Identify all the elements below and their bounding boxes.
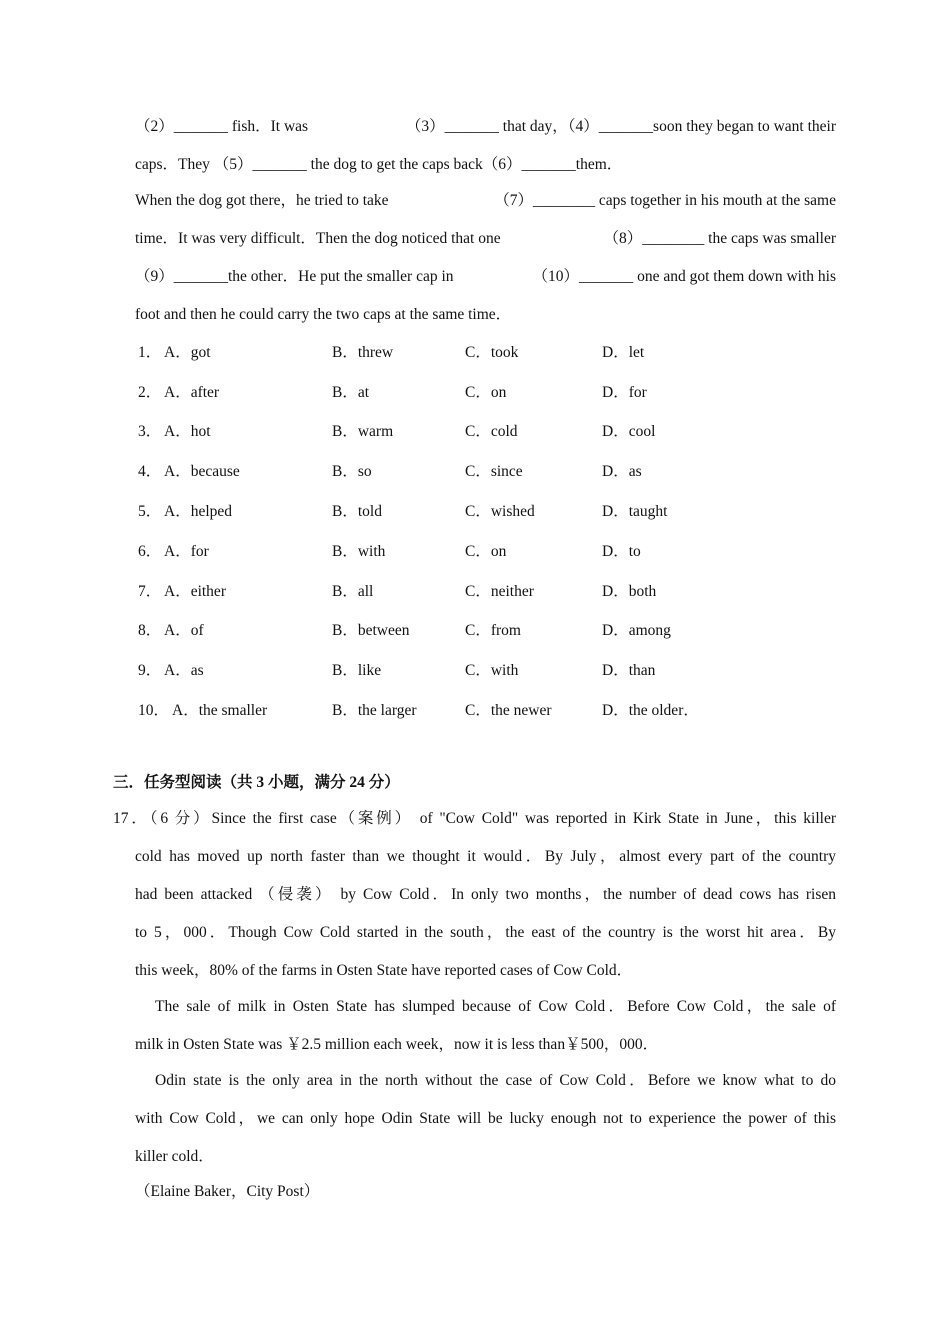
option-a[interactable]: A．for <box>164 543 209 560</box>
option-d[interactable]: D．cool <box>602 423 656 440</box>
q17-para3-line-3: killer cold． <box>135 1148 214 1165</box>
option-b[interactable]: B．told <box>332 503 382 520</box>
question-number: 6． <box>138 543 162 560</box>
option-b[interactable]: B．with <box>332 543 386 560</box>
option-b[interactable]: B．warm <box>332 423 394 440</box>
option-c[interactable]: C．on <box>465 543 507 560</box>
q17-para2-line-1: The sale of milk in Osten State has slumped because of Cow Cold．Before Cow Cold，the sale of <box>155 998 836 1015</box>
option-c[interactable]: C．the newer <box>465 702 552 719</box>
passage-line-6: foot and then he could carry the two caps at the same time． <box>135 306 512 323</box>
question-number: 9． <box>138 662 162 679</box>
option-d[interactable]: D．to <box>602 543 641 560</box>
q17-line-1: 17．（6 分）Since the first case（案例） of "Cow Cold" was reported in Kirk State in June，this killer <box>113 810 836 827</box>
q17-line-2: cold has moved up north faster than we thought it would．By July，almost every part of the country <box>135 848 836 865</box>
option-d[interactable]: D．than <box>602 662 656 679</box>
option-c[interactable]: C．wished <box>465 503 535 520</box>
option-d[interactable]: D．for <box>602 384 647 401</box>
option-a[interactable]: A．as <box>164 662 204 679</box>
q17-source: （Elaine Baker，City Post） <box>135 1183 320 1200</box>
option-b[interactable]: B．all <box>332 583 374 600</box>
option-c[interactable]: C．with <box>465 662 519 679</box>
option-b[interactable]: B．like <box>332 662 382 679</box>
option-c[interactable]: C．took <box>465 344 519 361</box>
option-a[interactable]: A．helped <box>164 503 233 520</box>
option-a[interactable]: A．hot <box>164 423 211 440</box>
passage-line-5: （9）_______the other．He put the smaller cap in （10）_______ one and got them down with his <box>135 268 836 285</box>
option-d[interactable]: D．let <box>602 344 645 361</box>
q17-para3-line-2: with Cow Cold，we can only hope Odin State will be lucky enough not to experience the power of this <box>135 1110 836 1127</box>
section-heading: 三．任务型阅读（共 3 小题，满分 24 分） <box>113 774 400 791</box>
option-c[interactable]: C．on <box>465 384 507 401</box>
option-b[interactable]: B．at <box>332 384 370 401</box>
option-d[interactable]: D．among <box>602 622 671 639</box>
passage-line-3: When the dog got there，he tried to take （7）________ caps together in his mouth at the same <box>135 192 836 209</box>
q17-line-4: to 5，000．Though Cow Cold started in the south，the east of the country is the worst hit area．By <box>135 924 836 941</box>
q17-para3-line-1: Odin state is the only area in the north without the case of Cow Cold．Before we know what to do <box>155 1072 836 1089</box>
option-a[interactable]: A．the smaller <box>172 702 268 719</box>
question-number: 3． <box>138 423 162 440</box>
passage-line-1: （2）_______ fish．It was （3）_______ that day，（4）_______soon they began to want their <box>135 118 836 135</box>
option-c[interactable]: C．cold <box>465 423 518 440</box>
option-b[interactable]: B．between <box>332 622 410 639</box>
option-c[interactable]: C．from <box>465 622 521 639</box>
q17-line-5: this week，80% of the farms in Osten State have reported cases of Cow Cold． <box>135 962 633 979</box>
option-d[interactable]: D．as <box>602 463 642 480</box>
option-a[interactable]: A．after <box>164 384 220 401</box>
option-d[interactable]: D．the older． <box>602 702 699 719</box>
passage-line-4: time．It was very difficult．Then the dog noticed that one （8）________ the caps was smaller <box>135 230 836 247</box>
question-number: 4． <box>138 463 162 480</box>
option-a[interactable]: A．of <box>164 622 204 639</box>
q17-line-3: had been attacked （侵袭） by Cow Cold．In only two months，the number of dead cows has risen <box>135 886 836 903</box>
q17-para2-line-2: milk in Osten State was ￥2.5 million each week，now it is less than￥500，000． <box>135 1036 659 1053</box>
option-a[interactable]: A．either <box>164 583 226 600</box>
question-number: 1． <box>138 344 162 361</box>
option-d[interactable]: D．both <box>602 583 657 600</box>
option-a[interactable]: A．because <box>164 463 240 480</box>
option-b[interactable]: B．so <box>332 463 372 480</box>
option-d[interactable]: D．taught <box>602 503 668 520</box>
passage-line-2: caps．They （5）_______ the dog to get the caps back（6）_______them． <box>135 156 623 173</box>
option-c[interactable]: C．neither <box>465 583 534 600</box>
question-number: 7． <box>138 583 162 600</box>
question-number: 8． <box>138 622 162 639</box>
question-number: 5． <box>138 503 162 520</box>
option-c[interactable]: C．since <box>465 463 523 480</box>
option-b[interactable]: B．the larger <box>332 702 417 719</box>
option-a[interactable]: A．got <box>164 344 211 361</box>
question-number: 10． <box>138 702 170 719</box>
option-b[interactable]: B．threw <box>332 344 394 361</box>
question-number: 2． <box>138 384 162 401</box>
